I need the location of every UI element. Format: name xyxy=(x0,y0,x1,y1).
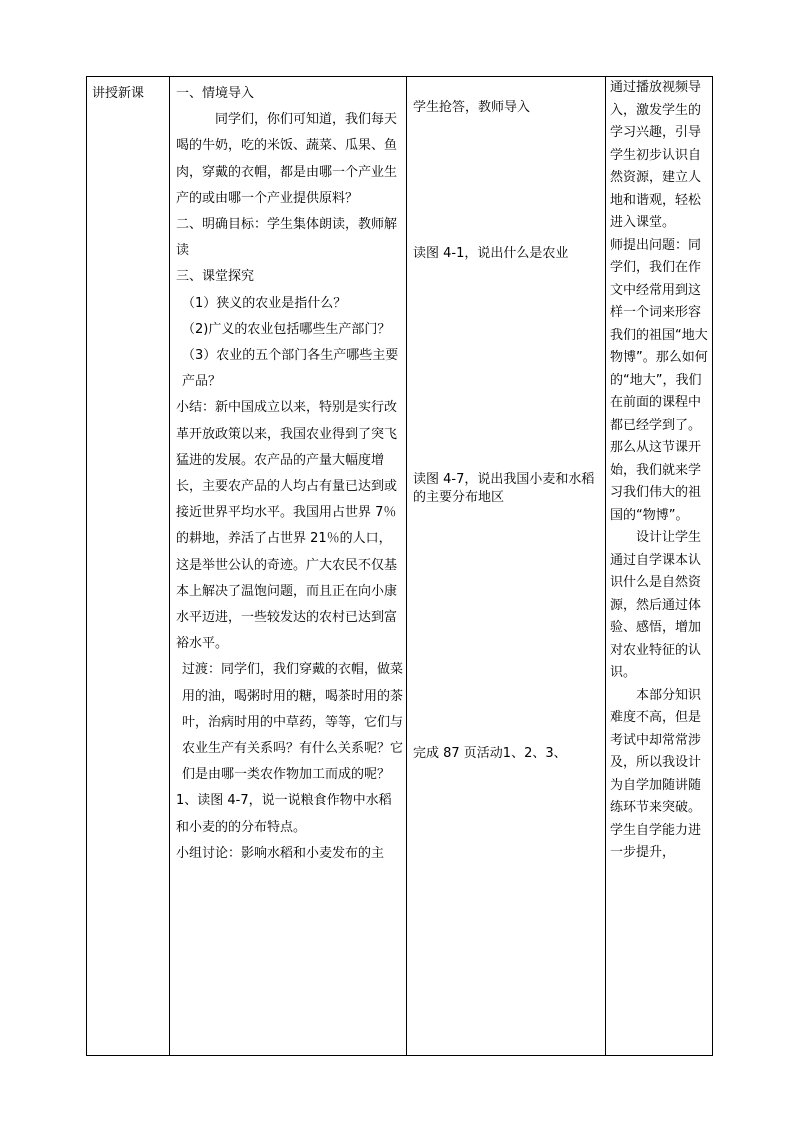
activity-2: 读图 4-1，说出什么是农业 xyxy=(413,246,569,261)
intent-paragraph-1: 通过播放视频导入，激发学生的学习兴趣，引导学生初步认识自然资源，建立人地和谐观，轻松进入课堂。 xyxy=(610,80,702,230)
lesson-plan-table xyxy=(86,76,713,1056)
group-discussion-text: 小组讨论：影响水稻和小麦发布的主 xyxy=(176,845,385,861)
summary-text: 小结：新中国成立以来，特别是实行改革开放政策以来，我国农业得到了突飞猛进的发展。农产品的产量大幅度增长，主要农产品的人均占有量已达到或接近世界平均水平。我国用占世界 7％的耕地，养活了占世界 21％的人口，这是举世公认的奇迹。广大农民不仅基本上解决了温饱问题，而且正在向小康水平迈进，一些较发达的农村已达到富裕水平。 xyxy=(176,400,398,652)
intent-paragraph-4: 本部分知识难度不高，但是考试中却常常涉及，所以我设计为自学加随讲随练环节来突破。学生自学能力进一步提升， xyxy=(610,687,702,860)
activity-4: 完成 87 页活动1、2、3、 xyxy=(413,746,567,761)
stage-cell xyxy=(87,77,170,1056)
intent-paragraph-2: 师提出问题：同学们，我们在作文中经常用到这样一个词来形容我们的祖国“地大物博”。那么如何的“地大”，我们在前面的课程中都已经学到了。那么从这节课开始，我们就来学习我们伟大的祖国的“物博”。 xyxy=(610,237,708,523)
teaching-content-cell xyxy=(170,77,407,1056)
section2-text: 二、明确目标：学生集体朗读，教师解读 xyxy=(176,217,398,259)
intent-paragraph-3: 设计让学生通过自学课本认识什么是自然资源，然后通过体验、感悟，增加对农业特征的认识。 xyxy=(610,530,702,680)
question-1: （1）狭义的农业是指什么？ xyxy=(182,295,347,311)
task-1-text: 1、读图 4-7，说一说粮食作物中水稻和小麦的的分布特点。 xyxy=(176,793,392,835)
transition-text: 过渡：同学们，我们穿戴的衣帽，做菜用的油，喝粥时用的糖，喝茶时用的茶叶，治病时用的中草药，等等，它们与农业生产有关系吗？有什么关系呢？它们是由哪一类农作物加工而成的呢？ xyxy=(182,662,404,783)
section1-title: 一、情境导入 xyxy=(176,86,255,101)
table-row xyxy=(87,77,713,1056)
activity-1: 学生抢答，教师导入 xyxy=(413,100,531,115)
question-3: （3）农业的五个部门各生产哪些主要产品？ xyxy=(182,348,399,390)
stage-label: 讲授新课 xyxy=(92,86,145,101)
section3-title: 三、课堂探究 xyxy=(176,269,255,285)
student-activity-cell xyxy=(407,77,606,1056)
design-intent-cell xyxy=(606,77,713,1056)
question-2: （2)广义的农业包括哪些生产部门？ xyxy=(182,321,391,337)
section1-text: 同学们，你们可知道，我们每天喝的牛奶，吃的米饭、蔬菜、瓜果、鱼肉，穿戴的衣帽，都是由哪一个产业生产的或由哪一个产业提供原料？ xyxy=(176,112,398,206)
activity-3: 读图 4-7，说出我国小麦和水稻的主要分布地区 xyxy=(413,472,595,505)
